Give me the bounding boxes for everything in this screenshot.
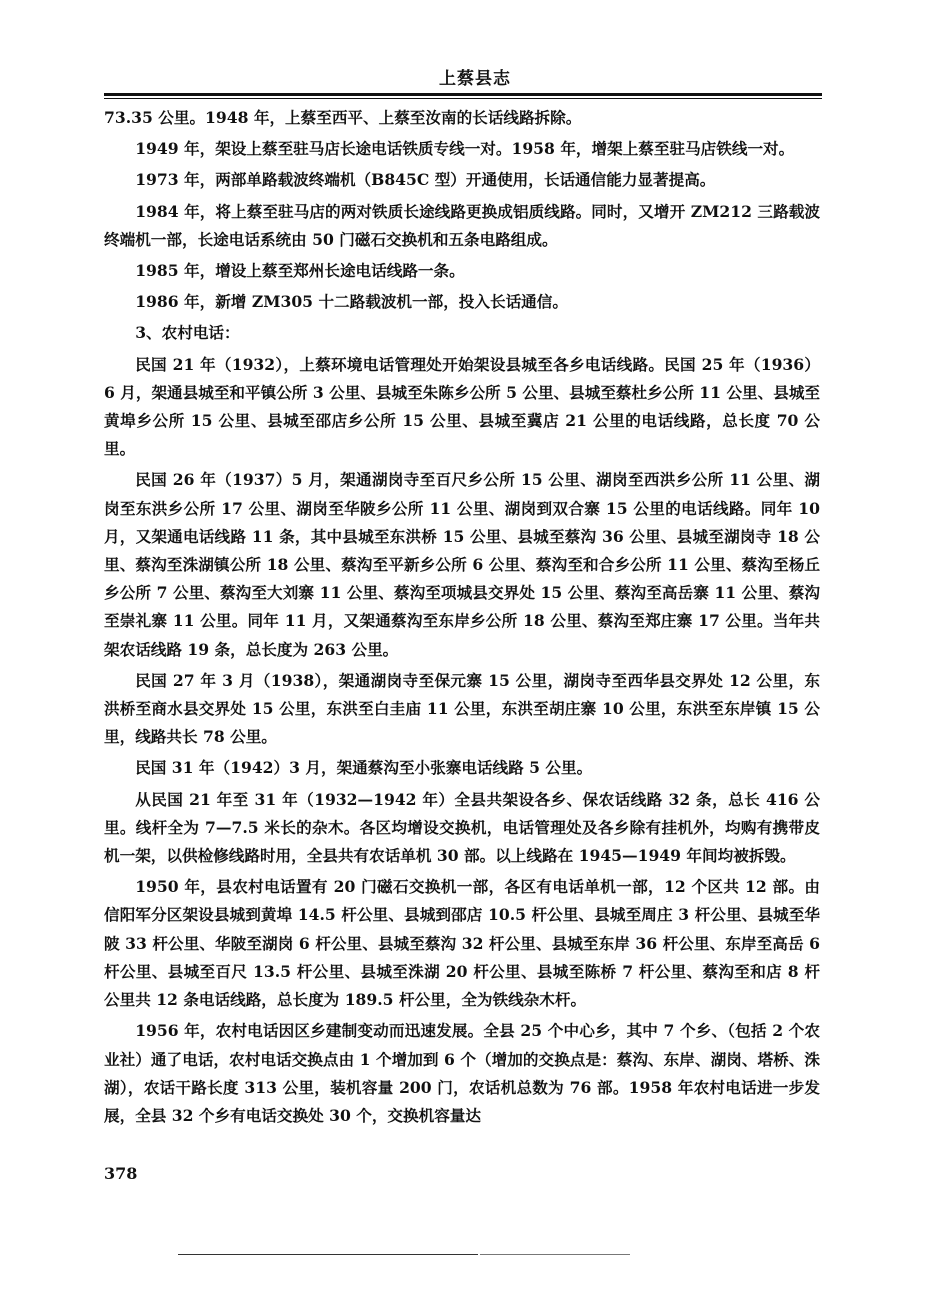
footer-rule-faint — [480, 1254, 630, 1255]
header-rule — [104, 93, 822, 96]
header-rule-thin — [104, 98, 822, 99]
paragraph: 从民国 21 年至 31 年（1932—1942 年）全县共架设各乡、保农话线路 32 条，总长 416 公里。线杆全为 7—7.5 米长的杂木。各区均增设交换机，电话管理处及各乡除有挂机外，均购有携带皮机一架，以供检修线路时用，全县共有农话单机 30 部。以上线路在 1945—1949 年间均被拆毁。 — [104, 789, 820, 866]
paragraph: 1949 年，架设上蔡至驻马店长途电话铁质专线一对。1958 年，增架上蔡至驻马店铁线一对。 — [135, 139, 795, 159]
body-text — [104, 104, 820, 1133]
paragraph: 1973 年，两部单路载波终端机（B845C 型）开通使用，长话通信能力显著提高。 — [135, 170, 716, 190]
footer-rule — [178, 1254, 478, 1255]
paragraph: 1950 年，县农村电话置有 20 门磁石交换机一部，各区有电话单机一部，12 个区共 12 部。由信阳军分区架设县城到黄埠 14.5 杆公里、县城到邵店 10.5 杆公里、县城至周庄 3 杆公里、县城至华陂 33 杆公里、华陂至湖岗 6 杆公里、县城至蔡沟 32 杆公里、县城至东岸 36 杆公里、东岸至高岳 6 杆公里、县城至百尺 13.5 杆公里、县城至洙湖 20 杆公里、县城至陈桥 7 杆公里、蔡沟至和店 8 杆公里共 12 条电话线路，总长度为 189.5 杆公里，全为铁线杂木杆。 — [104, 877, 820, 1010]
paragraph: 民国 21 年（1932），上蔡环境电话管理处开始架设县城至各乡电话线路。民国 25 年（1936）6 月，架通县城至和平镇公所 3 公里、县城至朱陈乡公所 5 公里、县城至蔡杜乡公所 11 公里、县城至黄埠乡公所 15 公里、县城至邵店乡公所 15 公里、县城至冀店 21 公里的电话线路，总长度 70 公里。 — [104, 354, 821, 459]
running-header-title: 上蔡县志 — [439, 69, 511, 89]
paragraph: 1956 年，农村电话因区乡建制变动而迅速发展。全县 25 个中心乡，其中 7 个乡、（包括 2 个农业社）通了电话，农村电话交换点由 1 个增加到 6 个（增加的交换点是：蔡沟、东岸、湖岗、塔桥、洙湖），农话干路长度 313 公里，装机容量 200 门，农话机总数为 76 部。1958 年农村电话进一步发展，全县 32 个乡有电话交换处 30 个，交换机容量达 — [104, 1021, 820, 1125]
paragraph: 1984 年，将上蔡至驻马店的两对铁质长途线路更换成铝质线路。同时，又增开 ZM212 三路载波终端机一部，长途电话系统由 50 门磁石交换机和五条电路组成。 — [104, 201, 820, 249]
paragraph: 1986 年，新增 ZM305 十二路载波机一部，投入长话通信。 — [135, 292, 568, 312]
paragraph: 民国 26 年（1937）5 月，架通湖岗寺至百尺乡公所 15 公里、湖岗至西洪乡公所 11 公里、湖岗至东洪乡公所 17 公里、湖岗至华陂乡公所 11 公里、湖岗到双合寨 15 公里的电话线路。同年 10 月，又架通电话线路 11 条，其中县城至东洪桥 15 公里、县城至蔡沟 36 公里、县城至湖岗寺 18 公里、蔡沟至洙湖镇公所 18 公里、蔡沟至平新乡公所 6 公里、蔡沟至和合乡公所 11 公里、蔡沟至杨丘乡公所 7 公里、蔡沟至大刘寨 11 公里、蔡沟至项城县交界处 15 公里、蔡沟至高岳寨 11 公里、蔡沟至崇礼寨 11 公里。同年 11 月，又架通蔡沟至东岸乡公所 18 公里、蔡沟至郑庄寨 17 公里。当年共架农话线路 19 条，总长度为 263 公里。 — [104, 470, 820, 659]
paragraph: 民国 27 年 3 月（1938），架通湖岗寺至保元寨 15 公里，湖岗寺至西华县交界处 12 公里，东洪桥至商水县交界处 15 公里，东洪至白圭庙 11 公里，东洪至胡庄寨 10 公里，东洪至东岸镇 15 公里，线路共长 78 公里。 — [104, 670, 820, 747]
paragraph: 1985 年，增设上蔡至郑州长途电话线路一条。 — [135, 261, 465, 281]
page-number: 378 — [104, 1164, 138, 1183]
section-heading: 3、农村电话： — [135, 323, 240, 343]
paragraph: 民国 31 年（1942）3 月，架通蔡沟至小张寨电话线路 5 公里。 — [135, 758, 593, 778]
paragraph: 73.35 公里。1948 年，上蔡至西平、上蔡至汝南的长话线路拆除。 — [104, 108, 582, 127]
